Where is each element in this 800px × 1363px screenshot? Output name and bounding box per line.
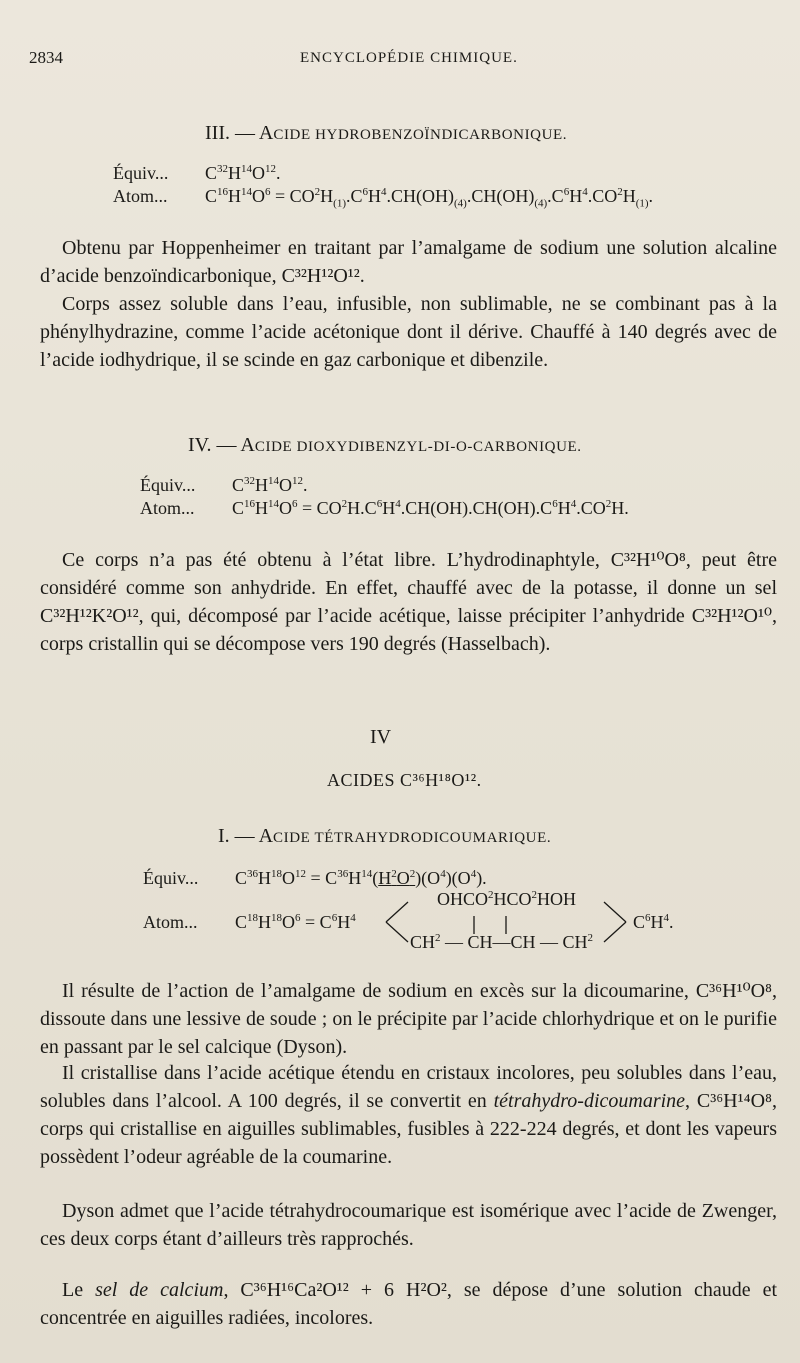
chapter-title: ACIDES C³⁶H¹⁸O¹². [327,770,482,790]
paragraph-3-1: Obtenu par Hoppenheimer en traitant par l’amalgame de sodium une solution alcaline d’acide benzoïndicarbonique, C³²H¹²O¹². [40,237,777,287]
atom-formula-4a: $C^{16}H^{14}O^6 = CO^2H.C^6H^4.CH(OH).CH(OH).C^6H^4.CO^2H$. [232,498,629,518]
section-heading-4a: IV. — ACIDE DIOXYDIBENZYL-DI-O-CARBONIQUE. [188,434,582,456]
equiv-formula-3: $C^{32}H^{14}O^{12}$. [205,163,281,183]
atom-formula-1-left: $C^{18}H^{18}O^6 = C^6H^4$ [235,912,356,932]
chapter-number: IV [370,726,392,748]
atom-formula-1-right: $C^6H^4$. [633,912,674,932]
structural-bonds [380,892,640,952]
equiv-label-3: Équiv... [113,163,169,183]
atom-formula-3: $C^{16}H^{14}O^6 = CO^2H_{(1)}.C^6H^4.CH(OH)_{(4)}.CH(OH)_{(4)}.C^6H^4.CO^2H_{(1)}$. [205,186,654,210]
atom-label-4a: Atom... [140,498,195,518]
atom-formula-1-bottom: $CH^2$ — CH—CH — $CH^2$ [410,932,594,952]
section-heading-1: I. — ACIDE TÉTRAHYDRODICOUMARIQUE. [218,825,552,847]
equiv-label-1: Équiv... [143,868,199,888]
paragraph-1-4: Le sel de calcium, C³⁶H¹⁶Ca²O¹² + 6 H²O², se dépose d’une solution chaude et concentrée en aiguilles radiées, incolores. [40,1279,778,1329]
equiv-formula-1: $C^{36}H^{18}O^{12} = C^{36}H^{14}(H^2O^2)(O^4)(O^4)$. [235,868,487,888]
paragraph-1-1: Il résulte de l’action de l’amalgame de sodium en excès sur la dicoumarine, C³⁶H¹⁰O⁸, dissoute dans une lessive de soude ; on le précipite par l’acide chlorhydrique et on le purifie en passant par le sel calcique (Dyson). [40,980,777,1058]
atom-label-3: Atom... [113,186,168,206]
paragraph-4a-1: Ce corps n’a pas été obtenu à l’état libre. L’hydrodinaphtyle, C³²H¹⁰O⁸, peut être considéré comme son anhydride. En effet, chauffé avec de la potasse, il donne un sel C³²H¹²K²O¹², qui, décomposé par l’acide acétique, laisse précipiter l’anhydride C³²H¹²O¹⁰, corps cristallin qui se décompose vers 190 degrés (Hasselbach). [40,549,777,655]
atom-formula-1-top: OHCO$^2$HCO$^2$HOH [437,889,577,909]
emphasis-tetrahydrodicoumarine: tétrahydro-dicoumarine [493,1090,686,1112]
section-heading-3: III. — ACIDE HYDROBENZOÏNDICARBONIQUE. [205,122,568,144]
page-number: 2834 [29,48,63,67]
paragraph-3-2: Corps assez soluble dans l’eau, infusible, non sublimable, ne se combinant pas à la phénylhydrazine, comme l’acide acétonique dont il dérive. Chauffé à 140 degrés avec de l’acide iodhydrique, il se scinde en gaz carbonique et dibenzile. [40,293,777,371]
running-title: ENCYCLOPÉDIE CHIMIQUE. [300,50,518,66]
equiv-label-4a: Équiv... [140,475,196,495]
paragraph-1-3: Dyson admet que l’acide tétrahydrocoumarique est isomérique avec l’acide de Zwenger, ces deux corps étant d’ailleurs très rapprochés. [40,1200,777,1250]
emphasis-sel-de-calcium: sel de calcium [95,1279,224,1301]
paragraph-1-2: Il cristallise dans l’acide acétique étendu en cristaux incolores, peu solubles dans l’eau, solubles dans l’alcool. A 100 degrés, il se convertit en tétrahydro-dicoumarine, C³⁶H¹⁴O⁸, corps qui cristallise en aiguilles sublimables, fusibles à 222-224 degrés, et dont les vapeurs possèdent l’odeur agréable de la coumarine. [40,1062,777,1168]
equiv-formula-4a: $C^{32}H^{14}O^{12}$. [232,475,308,495]
atom-label-1: Atom... [143,912,198,932]
